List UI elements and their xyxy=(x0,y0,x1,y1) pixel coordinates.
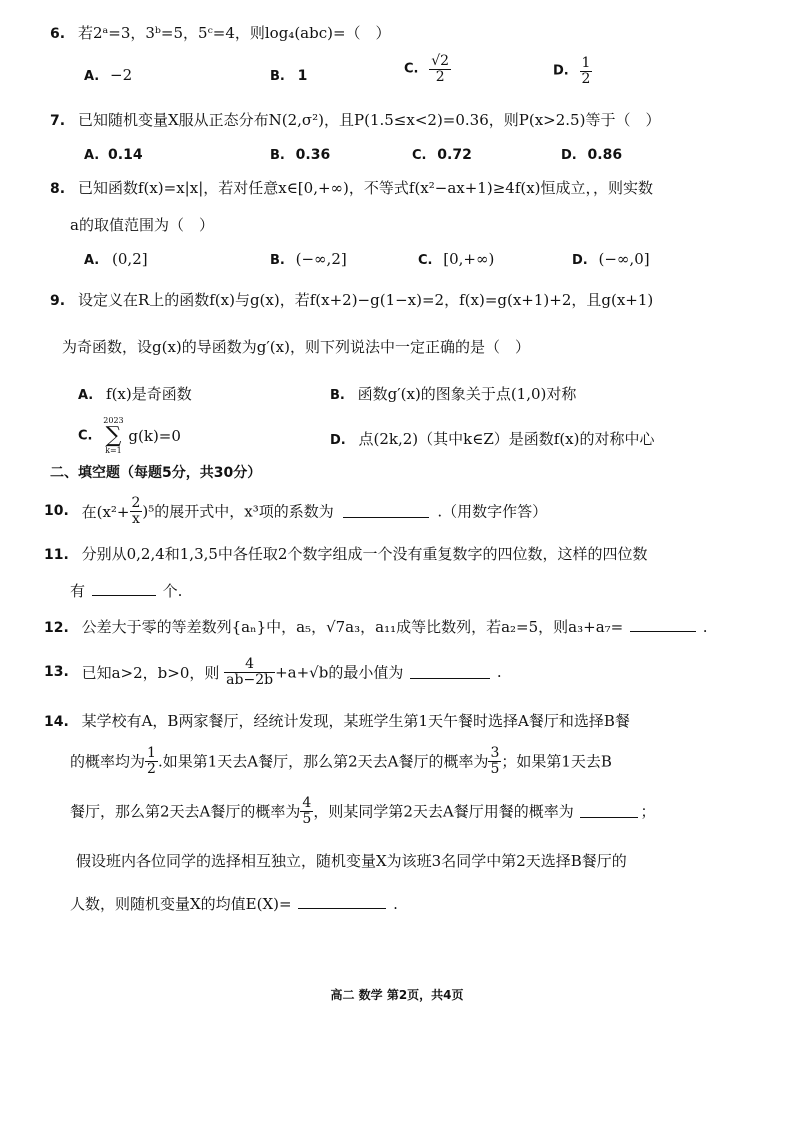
answer-blank[interactable] xyxy=(92,583,156,596)
option-d: D. 点(2k,2)（其中k∈Z）是函数f(x)的对称中心 xyxy=(330,430,655,448)
question-8 xyxy=(50,177,653,198)
sigma-icon: ∑ xyxy=(105,423,122,448)
summation: 2023 ∑ k=1 xyxy=(103,416,124,455)
question-text: 已知随机变量X服从正态分布N(2,σ²)，且P(1.5≤x<2)=0.36，则P(x>2.5)等于（ ） xyxy=(77,111,661,129)
question-number: 7. xyxy=(50,113,66,129)
option-c: C. 2023 ∑ k=1 g(k)=0 xyxy=(78,416,181,455)
question-14: 14. 某学校有A，B两家餐厅，经统计发现，某班学生第1天午餐时选择A餐厅和选择B餐 xyxy=(44,712,630,730)
option-b: B. (−∞,2] xyxy=(270,250,347,268)
page-footer: 高二 数学 第2页，共4页 xyxy=(330,988,464,1002)
option-a: A. f(x)是奇函数 xyxy=(78,385,192,403)
question-9 xyxy=(50,289,653,310)
question-11: 11. 分别从0,2,4和1,3,5中各任取2个数字组成一个没有重复数字的四位数，这样的四位数 xyxy=(44,545,648,563)
question-text-continued: 的概率均为 $\frac{1}{2}$ .如果第1天去A餐厅，那么第2天去A餐厅的概率为 $\frac{3}{5}$ ；如果第1天去B xyxy=(70,745,612,777)
option-c: C. $\frac{√2}{2}$ xyxy=(404,53,450,85)
fraction: $\frac{4}{5}$ xyxy=(302,795,312,827)
question-text-continued: a的取值范围为（ ） xyxy=(70,216,214,234)
fraction: $\frac{2}{x}$ xyxy=(131,495,141,527)
question-number: 6. xyxy=(50,26,66,42)
option-b: B. 函数g′(x)的图象关于点(1,0)对称 xyxy=(330,385,577,403)
fraction: $\frac{4}{ab-2b}$ xyxy=(226,656,274,688)
question-number: 11. xyxy=(44,547,69,563)
option-c: C. [0,+∞) xyxy=(418,250,495,268)
question-7 xyxy=(50,109,660,130)
question-text-continued: 假设班内各位同学的选择相互独立，随机变量X为该班3名同学中第2天选择B餐厅的 xyxy=(76,852,627,870)
fraction: $\frac{1}{2}$ xyxy=(147,745,156,777)
option-b: B. 0.36 xyxy=(270,147,331,163)
option-d: D. $\frac{1}{2}$ xyxy=(553,55,591,87)
question-13: 13. 已知a>2，b>0，则 $\frac{4}{ab-2b}$ +a+√b的最小值为 . xyxy=(44,656,502,688)
answer-blank[interactable] xyxy=(343,505,429,518)
question-number: 9. xyxy=(50,293,66,309)
option-a: A. 0.14 xyxy=(84,147,143,163)
question-number: 12. xyxy=(44,620,69,636)
answer-blank[interactable] xyxy=(410,666,490,679)
fraction: $\frac{√2}{2}$ xyxy=(431,53,450,85)
option-a: A. −2 xyxy=(84,66,133,84)
section-heading: 二、填空题（每题5分，共30分） xyxy=(50,465,262,481)
question-6 xyxy=(50,22,391,43)
answer-blank[interactable] xyxy=(298,896,386,909)
option-d: D. 0.86 xyxy=(561,147,623,163)
option-a: A. (0,2] xyxy=(84,250,148,268)
option-b: B. 1 xyxy=(270,68,308,84)
fraction: $\frac{3}{5}$ xyxy=(490,745,500,777)
question-number: 8. xyxy=(50,181,66,197)
answer-blank[interactable] xyxy=(630,619,696,632)
question-text-continued: 人数，则随机变量X的均值E(X)= . xyxy=(70,895,398,913)
question-text: 设定义在R上的函数f(x)与g(x)，若f(x+2)−g(1−x)=2，f(x)=g(x+1)+2，且g(x+1) xyxy=(77,291,654,309)
question-number: 14. xyxy=(44,714,69,730)
question-number: 13. xyxy=(44,664,69,681)
question-number: 10. xyxy=(44,503,69,520)
option-c: C. 0.72 xyxy=(412,147,472,163)
question-text: 已知函数f(x)=x|x|，若对任意x∈[0,+∞)，不等式f(x²−ax+1)≥4f(x)恒成立，，则实数 xyxy=(77,179,654,197)
option-d: D. (−∞,0] xyxy=(572,250,650,268)
question-text: 若2ᵃ=3，3ᵇ=5，5ᶜ=4，则log₄(abc)=（ ） xyxy=(77,24,391,42)
question-text-continued: 有 个. xyxy=(70,582,183,600)
question-text-continued: 为奇函数，设g(x)的导函数为g′(x)，则下列说法中一定正确的是（ ） xyxy=(62,338,530,356)
question-10: 10. 在(x²+ $\frac{2}{x}$ )⁵的展开式中，x³项的系数为 .（用数字作答） xyxy=(44,495,548,527)
question-12: 12. 公差大于零的等差数列{aₙ}中，a₅，√7a₃，a₁₁成等比数列，若a₂=5，则a₃+a₇= . xyxy=(44,618,708,636)
answer-blank[interactable] xyxy=(580,805,638,818)
question-text-continued: 餐厅，那么第2天去A餐厅的概率为 $\frac{4}{5}$ ，则某同学第2天去A餐厅用餐的概率为 ； xyxy=(70,795,656,827)
fraction: $\frac{1}{2}$ xyxy=(581,55,591,87)
